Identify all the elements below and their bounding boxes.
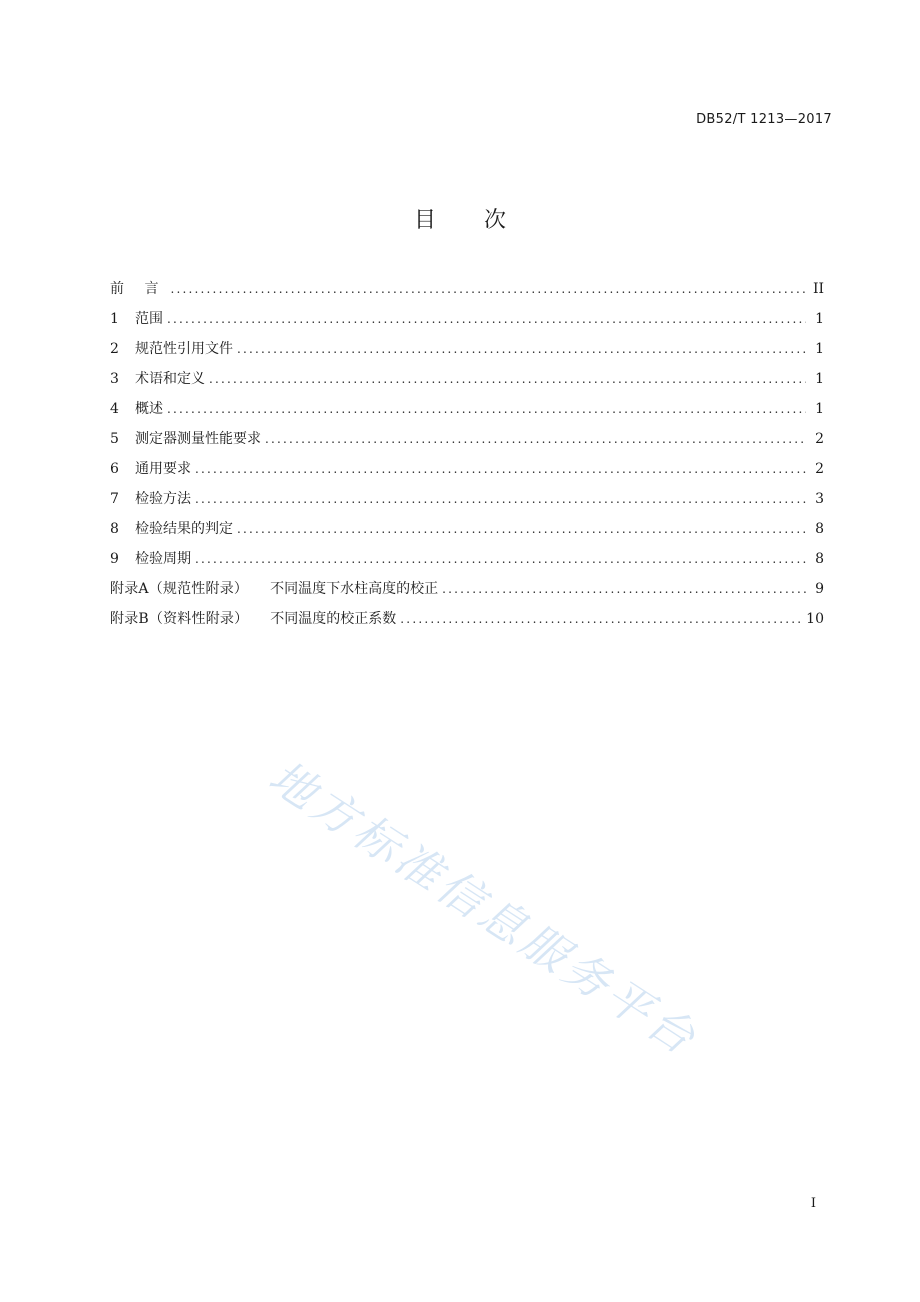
- toc-entry-number: 4: [110, 401, 119, 417]
- toc-entry-test-methods[interactable]: [110, 489, 824, 519]
- toc-entry-appendix-a[interactable]: [110, 579, 824, 609]
- toc-leader-dots: [442, 579, 806, 599]
- toc-entry-subtitle: 不同温度的校正系数: [270, 611, 397, 627]
- toc-list: [110, 279, 824, 639]
- toc-entry-page: 2: [815, 461, 824, 477]
- toc-entry-page: 8: [815, 551, 824, 567]
- toc-entry-appendix-b[interactable]: [110, 609, 824, 639]
- toc-entry-label: 附录A（规范性附录）: [110, 581, 249, 597]
- document-code: DB52/T 1213—2017: [696, 112, 832, 127]
- toc-entry-number: 1: [110, 311, 119, 327]
- toc-leader-dots: [167, 399, 806, 419]
- toc-leader-dots: [237, 519, 806, 539]
- toc-entry-page: 1: [815, 341, 824, 357]
- toc-title-char-2: 次: [484, 208, 507, 233]
- toc-leader-dots: [265, 429, 806, 449]
- page-number: I: [810, 1196, 816, 1211]
- toc-entry-performance-requirements[interactable]: [110, 429, 824, 459]
- toc-entry-label: 检验方法: [135, 491, 191, 507]
- toc-title: [0, 203, 920, 234]
- toc-entry-number: 7: [110, 491, 119, 507]
- toc-entry-label: 检验周期: [135, 551, 191, 567]
- toc-entry-number: 9: [110, 551, 119, 567]
- toc-leader-dots: [209, 369, 806, 389]
- toc-leader-dots: [237, 339, 806, 359]
- toc-entry-page: 2: [815, 431, 824, 447]
- toc-entry-number: 5: [110, 431, 119, 447]
- toc-entry-terms-definitions[interactable]: [110, 369, 824, 399]
- toc-entry-page: 8: [815, 521, 824, 537]
- toc-entry-general-requirements[interactable]: [110, 459, 824, 489]
- toc-entry-page: 1: [815, 311, 824, 327]
- toc-leader-dots: [170, 279, 806, 299]
- toc-entry-subtitle: 不同温度下水柱高度的校正: [270, 581, 439, 597]
- toc-entry-test-period[interactable]: [110, 549, 824, 579]
- toc-entry-page: 1: [815, 371, 824, 387]
- toc-leader-dots: [195, 549, 806, 569]
- toc-entry-page: 1: [815, 401, 824, 417]
- toc-entry-label: 前 言: [110, 281, 167, 297]
- toc-title-char-1: 目: [413, 208, 436, 233]
- toc-entry-label: 范围: [135, 311, 163, 327]
- watermark: 地方标准信息服务平台: [259, 749, 708, 1067]
- toc-entry-page: II: [812, 281, 824, 297]
- toc-entry-preface[interactable]: [110, 279, 824, 309]
- toc-entry-number: 8: [110, 521, 119, 537]
- toc-entry-page: 10: [806, 611, 824, 627]
- toc-entry-label: 术语和定义: [135, 371, 205, 387]
- toc-entry-number: 3: [110, 371, 119, 387]
- toc-entry-label: 规范性引用文件: [135, 341, 233, 357]
- toc-entry-number: 2: [110, 341, 119, 357]
- toc-leader-dots: [195, 489, 806, 509]
- toc-entry-normative-references[interactable]: [110, 339, 824, 369]
- toc-leader-dots: [167, 309, 806, 329]
- toc-leader-dots: [400, 609, 800, 629]
- toc-entry-label: 通用要求: [135, 461, 191, 477]
- toc-entry-label: 附录B（资料性附录）: [110, 611, 249, 627]
- toc-entry-overview[interactable]: [110, 399, 824, 429]
- toc-leader-dots: [195, 459, 806, 479]
- toc-entry-number: 6: [110, 461, 119, 477]
- toc-entry-label: 概述: [135, 401, 163, 417]
- toc-entry-page: 3: [815, 491, 824, 507]
- toc-entry-page: 9: [815, 581, 824, 597]
- toc-entry-label: 检验结果的判定: [135, 521, 233, 537]
- toc-entry-result-judgement[interactable]: [110, 519, 824, 549]
- toc-entry-scope[interactable]: [110, 309, 824, 339]
- toc-entry-label: 测定器测量性能要求: [135, 431, 261, 447]
